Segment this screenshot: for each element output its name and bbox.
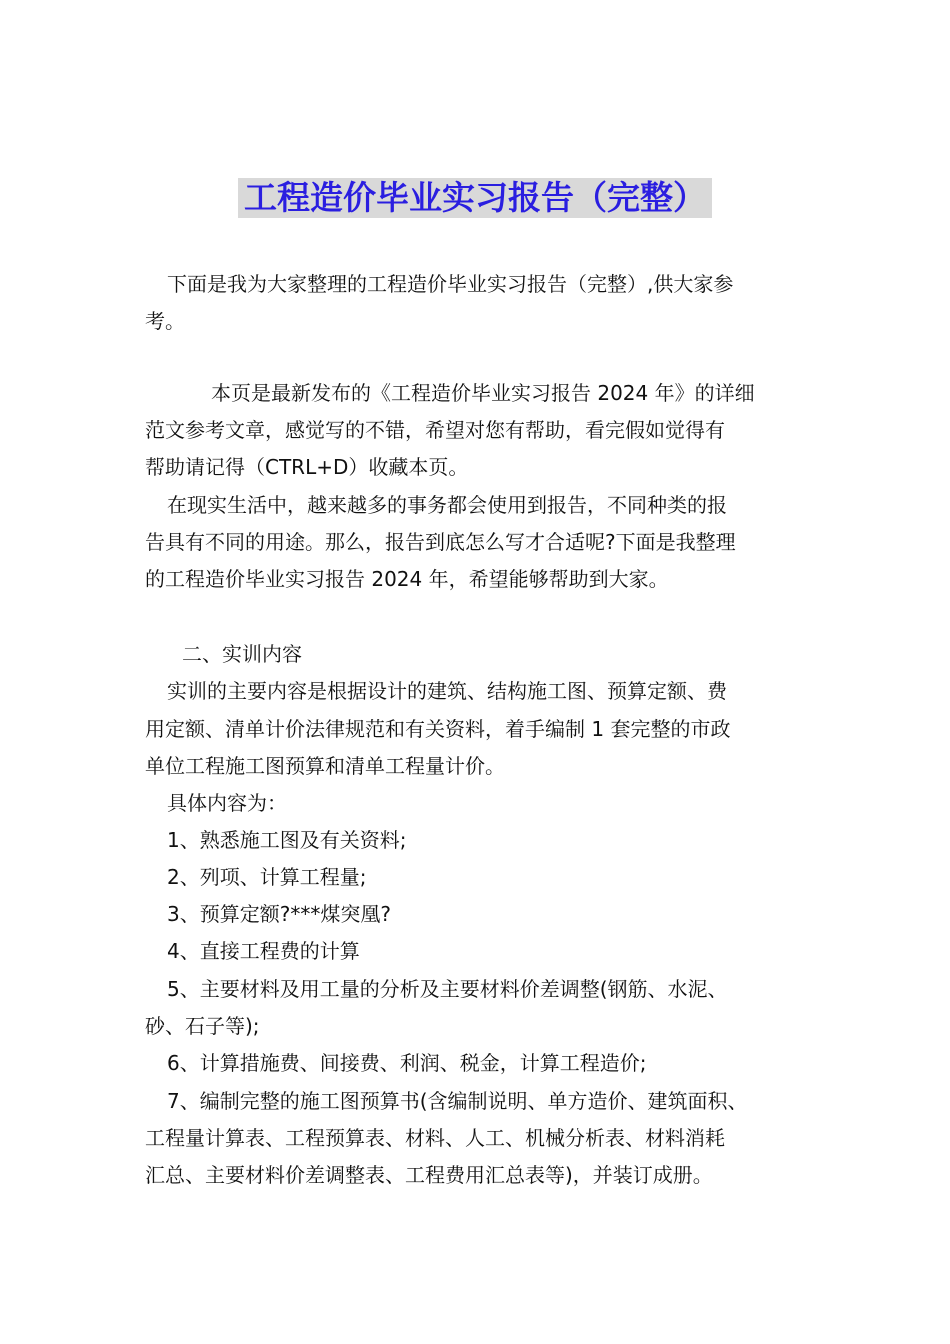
document-title: 工程造价毕业实习报告（完整） [238,178,712,218]
paragraph-line: 本页是最新发布的《工程造价毕业实习报告 2024 年》的详细 [211,381,755,405]
paragraph-line: 实训的主要内容是根据设计的建筑、结构施工图、预算定额、费 [167,679,727,703]
paragraph-line: 用定额、清单计价法律规范和有关资料，着手编制 1 套完整的市政 [145,717,731,741]
paragraph-line: 具体内容为： [167,791,287,815]
paragraph-line: 的工程造价毕业实习报告 2024 年，希望能够帮助到大家。 [145,567,669,591]
paragraph-line: 在现实生活中，越来越多的事务都会使用到报告，不同种类的报 [167,493,727,517]
paragraph-line: 帮助请记得（CTRL+D）收藏本页。 [145,455,469,479]
title-container [0,178,950,218]
paragraph-line: 2、列项、计算工程量; [167,865,367,889]
paragraph-line: 3、预算定额?***煤突凰? [167,902,391,926]
paragraph-line: 6、计算措施费、间接费、利润、税金，计算工程造价; [167,1051,647,1075]
paragraph-line: 5、主要材料及用工量的分析及主要材料价差调整(钢筋、水泥、 [167,977,728,1001]
paragraph-line: 7、编制完整的施工图预算书(含编制说明、单方造价、建筑面积、 [167,1089,748,1113]
paragraph-line: 4、直接工程费的计算 [167,939,360,963]
paragraph-line: 考。 [145,309,185,333]
paragraph-line: 1、熟悉施工图及有关资料; [167,828,407,852]
paragraph-line: 告具有不同的用途。那么，报告到底怎么写才合适呢?下面是我整理 [145,530,736,554]
paragraph-line: 单位工程施工图预算和清单工程量计价。 [145,754,505,778]
paragraph-line: 砂、石子等); [145,1014,260,1038]
paragraph-line: 范文参考文章，感觉写的不错，希望对您有帮助，看完假如觉得有 [145,418,725,442]
paragraph-line: 下面是我为大家整理的工程造价毕业实习报告（完整）,供大家参 [167,272,734,296]
paragraph-line: 二、实训内容 [182,642,302,666]
paragraph-line: 工程量计算表、工程预算表、材料、人工、机械分析表、材料消耗 [145,1126,725,1150]
paragraph-line: 汇总、主要材料价差调整表、工程费用汇总表等)，并装订成册。 [145,1163,713,1187]
